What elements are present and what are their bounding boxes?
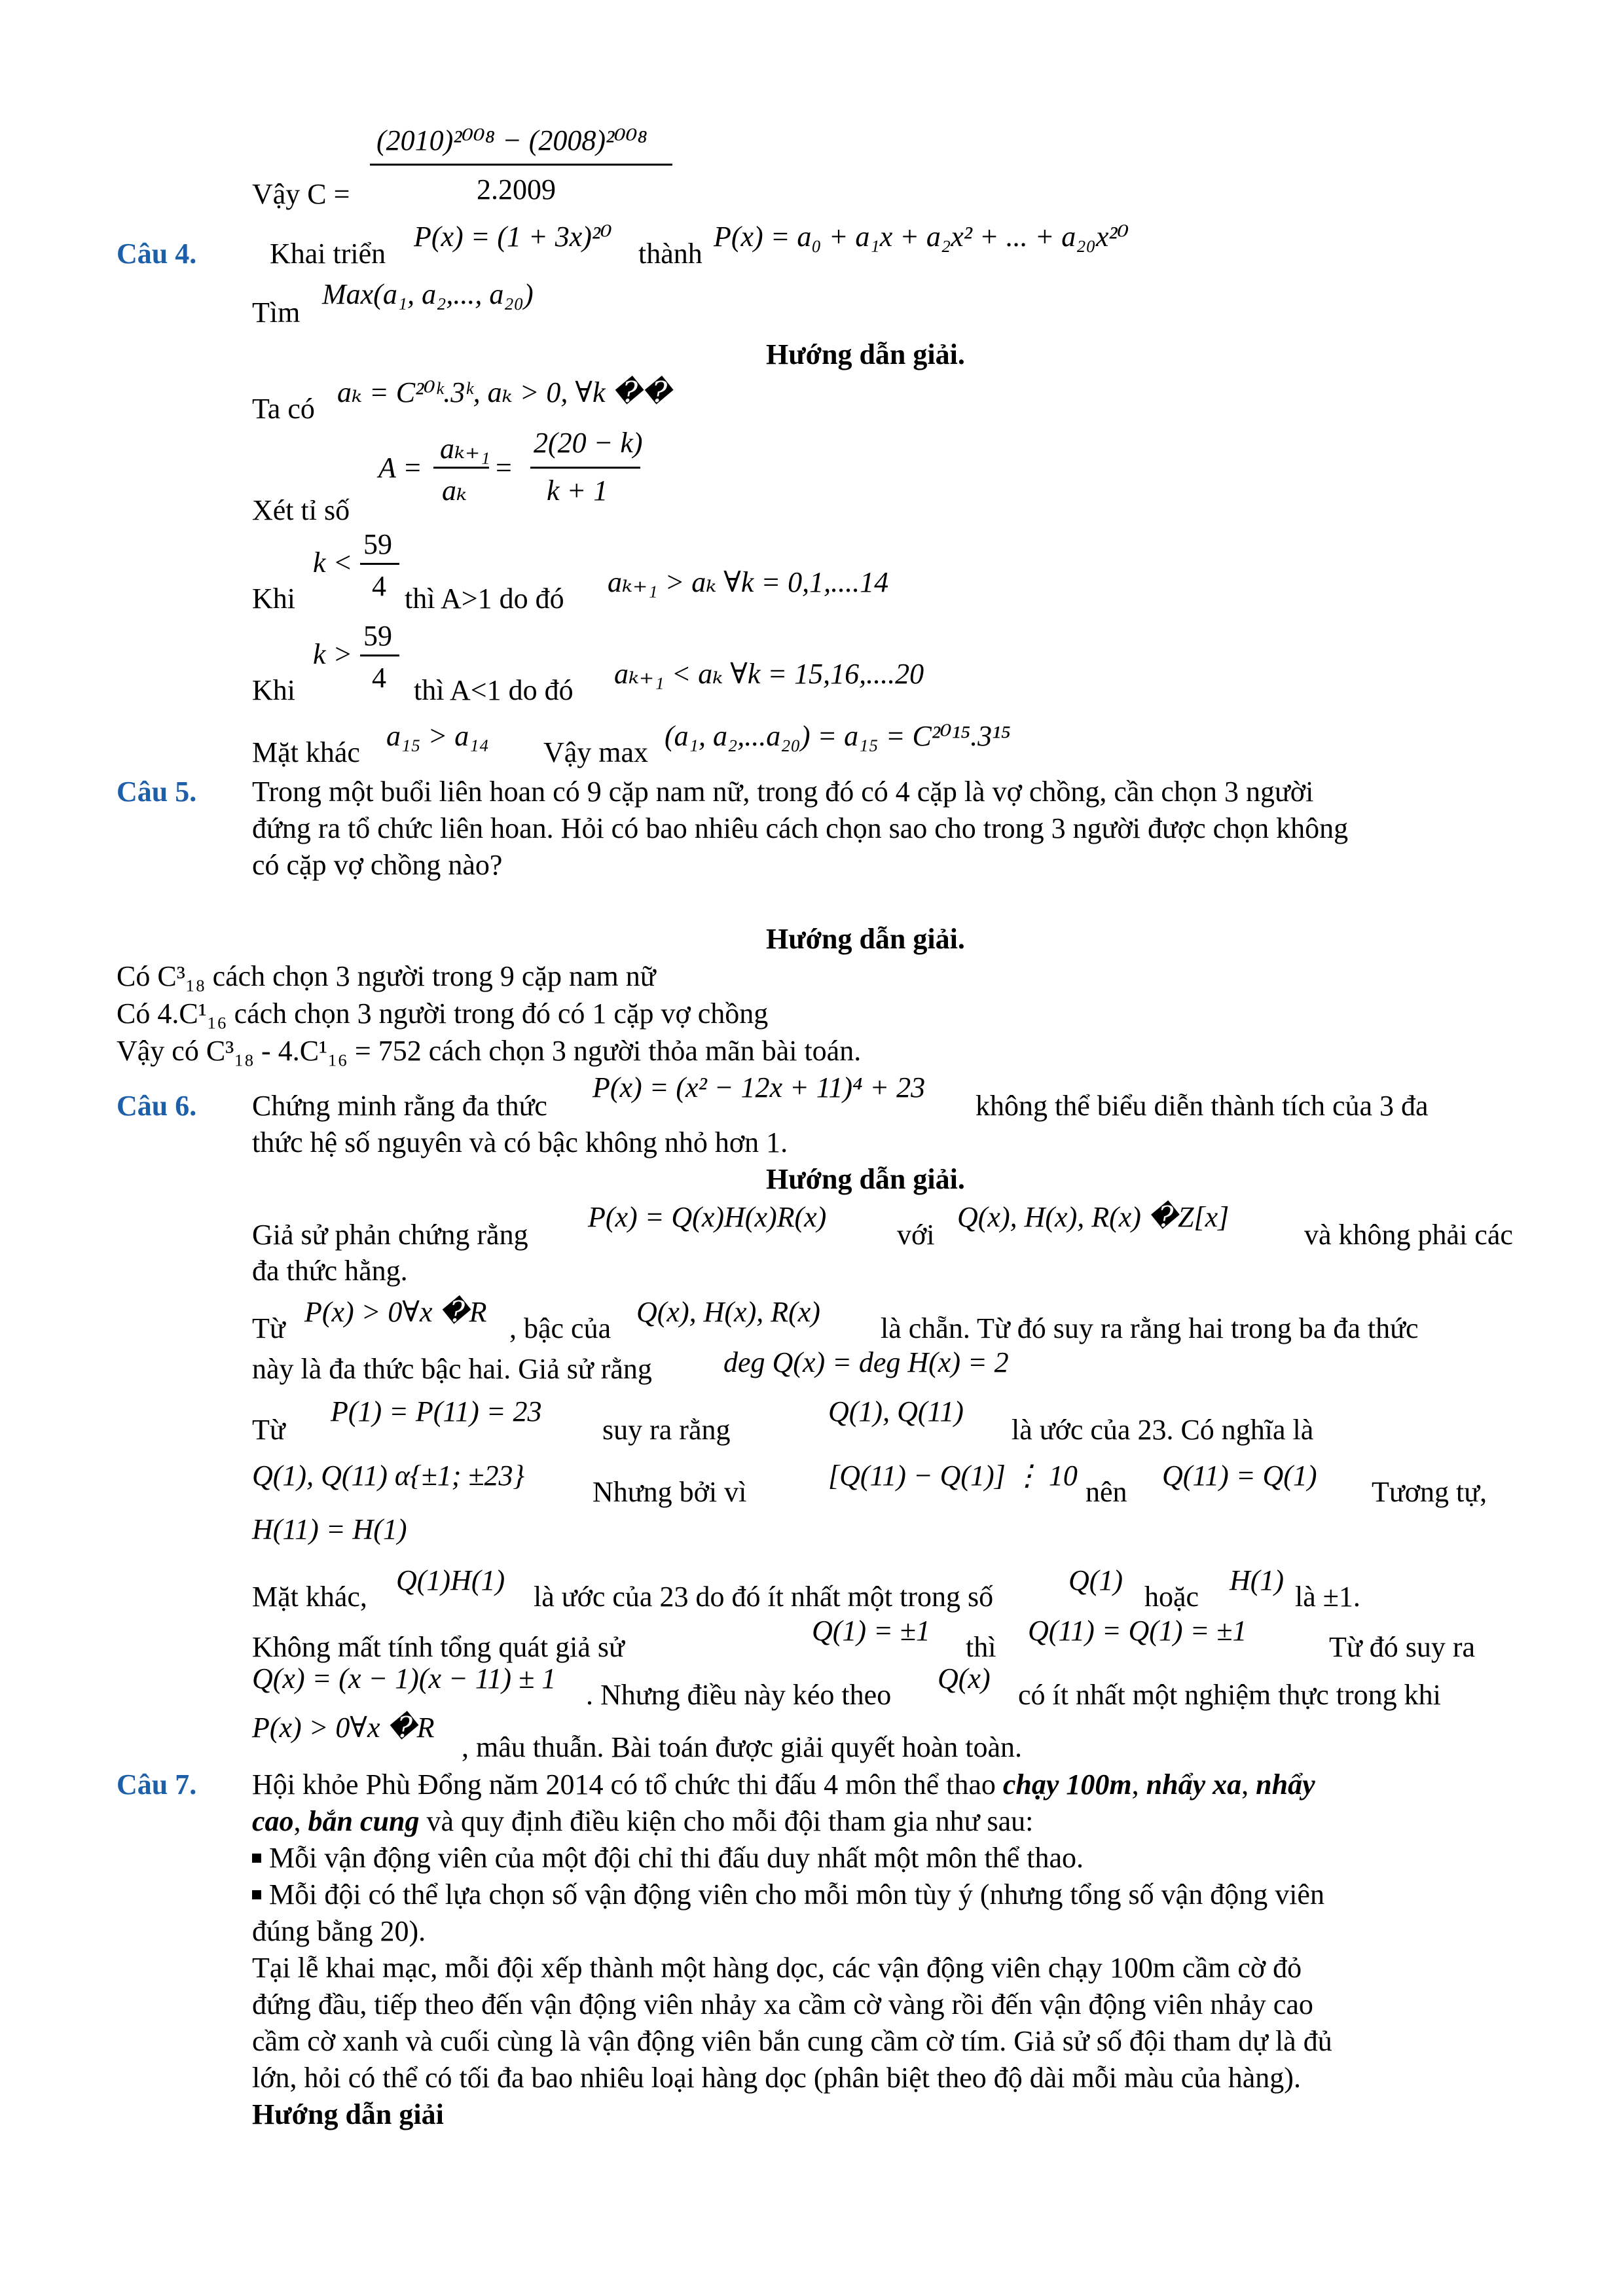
q6-g5-text-b: suy ra rằng xyxy=(602,1414,731,1446)
q7-bullet-2-text: Mỗi đội có thể lựa chọn số vận động viên cho mỗi môn tùy ý (nhưng tổng số vận động viên xyxy=(269,1878,1324,1910)
q6-g5-text-a: Từ xyxy=(252,1414,285,1446)
q5-hint-heading: Hướng dẫn giải. xyxy=(766,923,965,955)
q6-g4-text: này là đa thức bậc hai. Giả sử rằng xyxy=(252,1353,652,1385)
q7-hint-heading: Hướng dẫn giải xyxy=(252,2098,444,2130)
q4-step1-text: Ta có xyxy=(252,393,315,425)
q4-formula-3: Max(a₁, a₂,..., a₂₀) xyxy=(322,278,534,310)
q6-g11-text: , mâu thuẫn. Bài toán được giải quyết hoàn toàn. xyxy=(462,1731,1023,1763)
q6-g2: đa thức hằng. xyxy=(252,1255,408,1287)
q6-g11-formula: P(x) > 0∀x �R xyxy=(252,1712,435,1744)
q4-text-2: thành xyxy=(638,238,702,270)
bullet-icon xyxy=(252,1854,261,1863)
q4-formula-1: P(x) = (1 + 3x)²⁰ xyxy=(414,221,612,253)
fraction-bar xyxy=(360,563,399,565)
q4-step3-num: 59 xyxy=(363,528,392,560)
fraction-bar xyxy=(530,467,640,469)
q6-g8-formula-3: H(1) xyxy=(1230,1564,1285,1596)
q6-g8-text-a: Mặt khác, xyxy=(252,1581,367,1613)
q6-g3-text-b: , bậc của xyxy=(509,1312,611,1344)
q4-step3-text: thì A>1 do đó xyxy=(405,583,564,615)
q7-para-3: cầm cờ xanh và cuối cùng là vận động viên bắn cung cầm cờ tím. Giả sử số đội tham dự là đủ xyxy=(252,2025,1332,2057)
q6-g10-text-b: có ít nhất một nghiệm thực trong khi xyxy=(1018,1679,1441,1711)
q4-step2-eq: = xyxy=(496,452,512,484)
q6-g8-formula: Q(1)H(1) xyxy=(396,1564,505,1596)
q4-step5-formula: a₁₅ > a₁₄ xyxy=(386,720,489,752)
q4-step2-num2: 2(20 − k) xyxy=(534,427,643,459)
q6-g1-text-c: và không phải các xyxy=(1304,1219,1513,1251)
q4-text-3: Tìm xyxy=(252,296,301,329)
q7-label: Câu 7. xyxy=(117,1768,197,1801)
q6-g3-formula-2: Q(x), H(x), R(x) xyxy=(636,1296,820,1328)
q7-bullet-2 xyxy=(252,1880,1324,1909)
q7-event-high-jump-b: cao xyxy=(252,1805,294,1837)
q5-line-3: có cặp vợ chồng nào? xyxy=(252,849,503,881)
q6-g3-text-c: là chẵn. Từ đó suy ra rằng hai trong ba đa thức xyxy=(881,1312,1419,1344)
q4-step4-k: k > xyxy=(313,638,353,670)
q4-step2-den1: aₖ xyxy=(442,475,467,507)
q6-g1-formula-2: Q(x), H(x), R(x) �Z[x] xyxy=(957,1201,1230,1233)
q4-formula-2: P(x) = a₀ + a₁x + a₂x² + ... + a₂₀x²⁰ xyxy=(714,221,1129,253)
q4-step3-den: 4 xyxy=(372,570,386,602)
q6-g10-formula: Q(x) = (x − 1)(x − 11) ± 1 xyxy=(252,1662,556,1695)
q7-bullet-1 xyxy=(252,1844,1084,1873)
bullet-icon xyxy=(252,1890,261,1899)
q6-line-1b: không thể biểu diễn thành tích của 3 đa xyxy=(976,1090,1429,1122)
q6-g10-text-a: . Nhưng điều này kéo theo xyxy=(586,1679,892,1711)
q6-g3-formula: P(x) > 0∀x �R xyxy=(304,1296,487,1328)
q5-line-1 xyxy=(252,778,1509,806)
q4-step5-text: Mặt khác xyxy=(252,736,360,768)
q4-step5-vay: Vậy max xyxy=(543,736,649,768)
q6-line-1a: Chứng minh rằng đa thức xyxy=(252,1090,547,1122)
q4-step4-formula: aₖ₊₁ < aₖ ∀k = 15,16,....20 xyxy=(614,658,924,690)
q7-bullet-1-text: Mỗi vận động viên của một đội chỉ thi đấu duy nhất một môn thể thao. xyxy=(269,1842,1084,1874)
q4-step2-den2: k + 1 xyxy=(547,475,608,507)
q4-text-1: Khai triển xyxy=(270,238,386,270)
q4-step4-den: 4 xyxy=(372,662,386,694)
q4-step4-khi: Khi xyxy=(252,674,295,706)
q6-g8-formula-2: Q(1) xyxy=(1068,1564,1123,1596)
q6-g4-formula: deg Q(x) = deg H(x) = 2 xyxy=(723,1346,1009,1378)
q6-g9-formula-2: Q(11) = Q(1) = ±1 xyxy=(1028,1615,1247,1647)
q6-g9-text-a: Không mất tính tổng quát giả sử xyxy=(252,1631,625,1663)
q4-label: Câu 4. xyxy=(117,238,197,270)
q6-label: Câu 6. xyxy=(117,1090,197,1122)
q5-answer-3: Vậy có C³₁₈ - 4.C¹₁₆ = 752 cách chọn 3 người thỏa mãn bài toán. xyxy=(117,1035,862,1067)
q7-line-1: Hội khỏe Phù Đổng năm 2014 có tổ chức thi đấu 4 môn thể thao chạy 100m, nhẩy xa, nhẩy xyxy=(252,1768,1315,1801)
q7-event-high-jump-a: nhẩy xyxy=(1256,1768,1315,1801)
q4-step3-formula: aₖ₊₁ > aₖ ∀k = 0,1,....14 xyxy=(608,566,889,598)
q6-g8-text-c: hoặc xyxy=(1144,1581,1199,1613)
q6-line-1-formula: P(x) = (x² − 12x + 11)⁴ + 23 xyxy=(593,1071,926,1103)
q7-para-2: đứng đầu, tiếp theo đến vận động viên nhảy xa cầm cờ vàng rồi đến vận động viên nhảy cao xyxy=(252,1988,1313,2020)
q7-event-running: chạy 100m xyxy=(1002,1768,1132,1801)
q6-g9-text-b: thì xyxy=(966,1631,996,1663)
q4-step2-num1: aₖ₊₁ xyxy=(440,433,490,465)
q6-g6-formula-3: Q(11) = Q(1) xyxy=(1162,1460,1317,1492)
q5-line-2: đứng ra tổ chức liên hoan. Hỏi có bao nhiêu cách chọn sao cho trong 3 người được chọn không xyxy=(252,812,1349,844)
q6-g8-text-d: là ±1. xyxy=(1295,1581,1360,1613)
q6-g10-formula-2: Q(x) xyxy=(938,1662,991,1695)
q6-g6-formula-2: [Q(11) − Q(1)] ⋮ 10 xyxy=(828,1460,1078,1492)
q6-g1-formula: P(x) = Q(x)H(x)R(x) xyxy=(588,1201,827,1233)
q6-g1-text-b: với xyxy=(897,1219,935,1251)
q6-g5-text-c: là ước của 23. Có nghĩa là xyxy=(1012,1414,1314,1446)
q6-g6-text-a: Nhưng bởi vì xyxy=(593,1476,747,1508)
q7-event-long-jump: nhẩy xa xyxy=(1146,1768,1242,1801)
q7-event-archery: bắn cung xyxy=(308,1805,420,1837)
q6-line-2: thức hệ số nguyên và có bậc không nhỏ hơn 1. xyxy=(252,1126,788,1158)
fraction-bar xyxy=(370,164,672,166)
q7-line-2: cao, bắn cung và quy định điều kiện cho mỗi đội tham gia như sau: xyxy=(252,1805,1034,1837)
q7-bullet-2-cont: đúng bằng 20). xyxy=(252,1915,426,1947)
fraction-bar xyxy=(360,655,399,656)
c-label: Vậy C = xyxy=(252,178,350,210)
q6-g5-formula: P(1) = P(11) = 23 xyxy=(331,1395,542,1427)
fraction-bar xyxy=(433,467,489,469)
q6-g7-formula: H(11) = H(1) xyxy=(252,1513,407,1545)
q4-hint-heading: Hướng dẫn giải. xyxy=(766,338,965,370)
q6-g6-text-b: nên xyxy=(1085,1476,1127,1508)
q7-line-1-text: Hội khỏe Phù Đổng năm 2014 có tổ chức thi đấu 4 môn thể thao xyxy=(252,1768,996,1801)
q7-para-1: Tại lễ khai mạc, mỗi đội xếp thành một hàng dọc, các vận động viên chạy 100m cầm cờ đỏ xyxy=(252,1952,1302,1984)
q4-step4-num: 59 xyxy=(363,620,392,652)
q6-g3-text-a: Từ xyxy=(252,1312,285,1344)
q4-step3-k: k < xyxy=(313,547,353,579)
q4-step4-text: thì A<1 do đó xyxy=(414,674,574,706)
q4-step2-text: Xét tỉ số xyxy=(252,494,350,526)
q6-g8-text-b: là ước của 23 do đó ít nhất một trong số xyxy=(534,1581,994,1613)
q6-g5-formula-2: Q(1), Q(11) xyxy=(828,1395,964,1427)
q7-para-4: lớn, hỏi có thể có tối đa bao nhiêu loại hàng dọc (phân biệt theo độ dài mỗi màu của hàng). xyxy=(252,2062,1301,2094)
c-denominator: 2.2009 xyxy=(477,173,556,206)
q6-g6-formula: Q(1), Q(11) α{±1; ±23} xyxy=(252,1460,525,1492)
q4-step3-khi: Khi xyxy=(252,583,295,615)
q5-answer-1: Có C³₁₈ cách chọn 3 người trong 9 cặp nam nữ xyxy=(117,960,656,992)
q5-answer-2: Có 4.C¹₁₆ cách chọn 3 người trong đó có 1 cặp vợ chồng xyxy=(117,997,769,1030)
q4-step2-a: A = xyxy=(378,452,422,484)
q6-g6-text-c: Tương tự, xyxy=(1372,1476,1487,1508)
c-numerator: (2010)²⁰⁰⁸ − (2008)²⁰⁰⁸ xyxy=(376,124,647,156)
q4-step1-formula: aₖ = C²⁰ᵏ.3ᵏ, aₖ > 0, ∀k �� xyxy=(337,376,672,408)
q5-line-1-text: Trong một buổi liên hoan có 9 cặp nam nữ, trong đó có 4 cặp là vợ chồng, cần chọn 3 người xyxy=(252,776,1314,808)
q6-g9-text-c: Từ đó suy ra xyxy=(1329,1631,1476,1663)
q5-label: Câu 5. xyxy=(117,776,197,808)
q4-step5-formula-2: (a₁, a₂,...a₂₀) = a₁₅ = C²⁰¹⁵.3¹⁵ xyxy=(665,720,1011,752)
q6-g9-formula: Q(1) = ±1 xyxy=(812,1615,930,1647)
q6-hint-heading: Hướng dẫn giải. xyxy=(766,1163,965,1195)
q6-g1-text-a: Giả sử phản chứng rằng xyxy=(252,1219,528,1251)
q7-line-2-text: và quy định điều kiện cho mỗi đội tham gia như sau: xyxy=(426,1805,1034,1837)
